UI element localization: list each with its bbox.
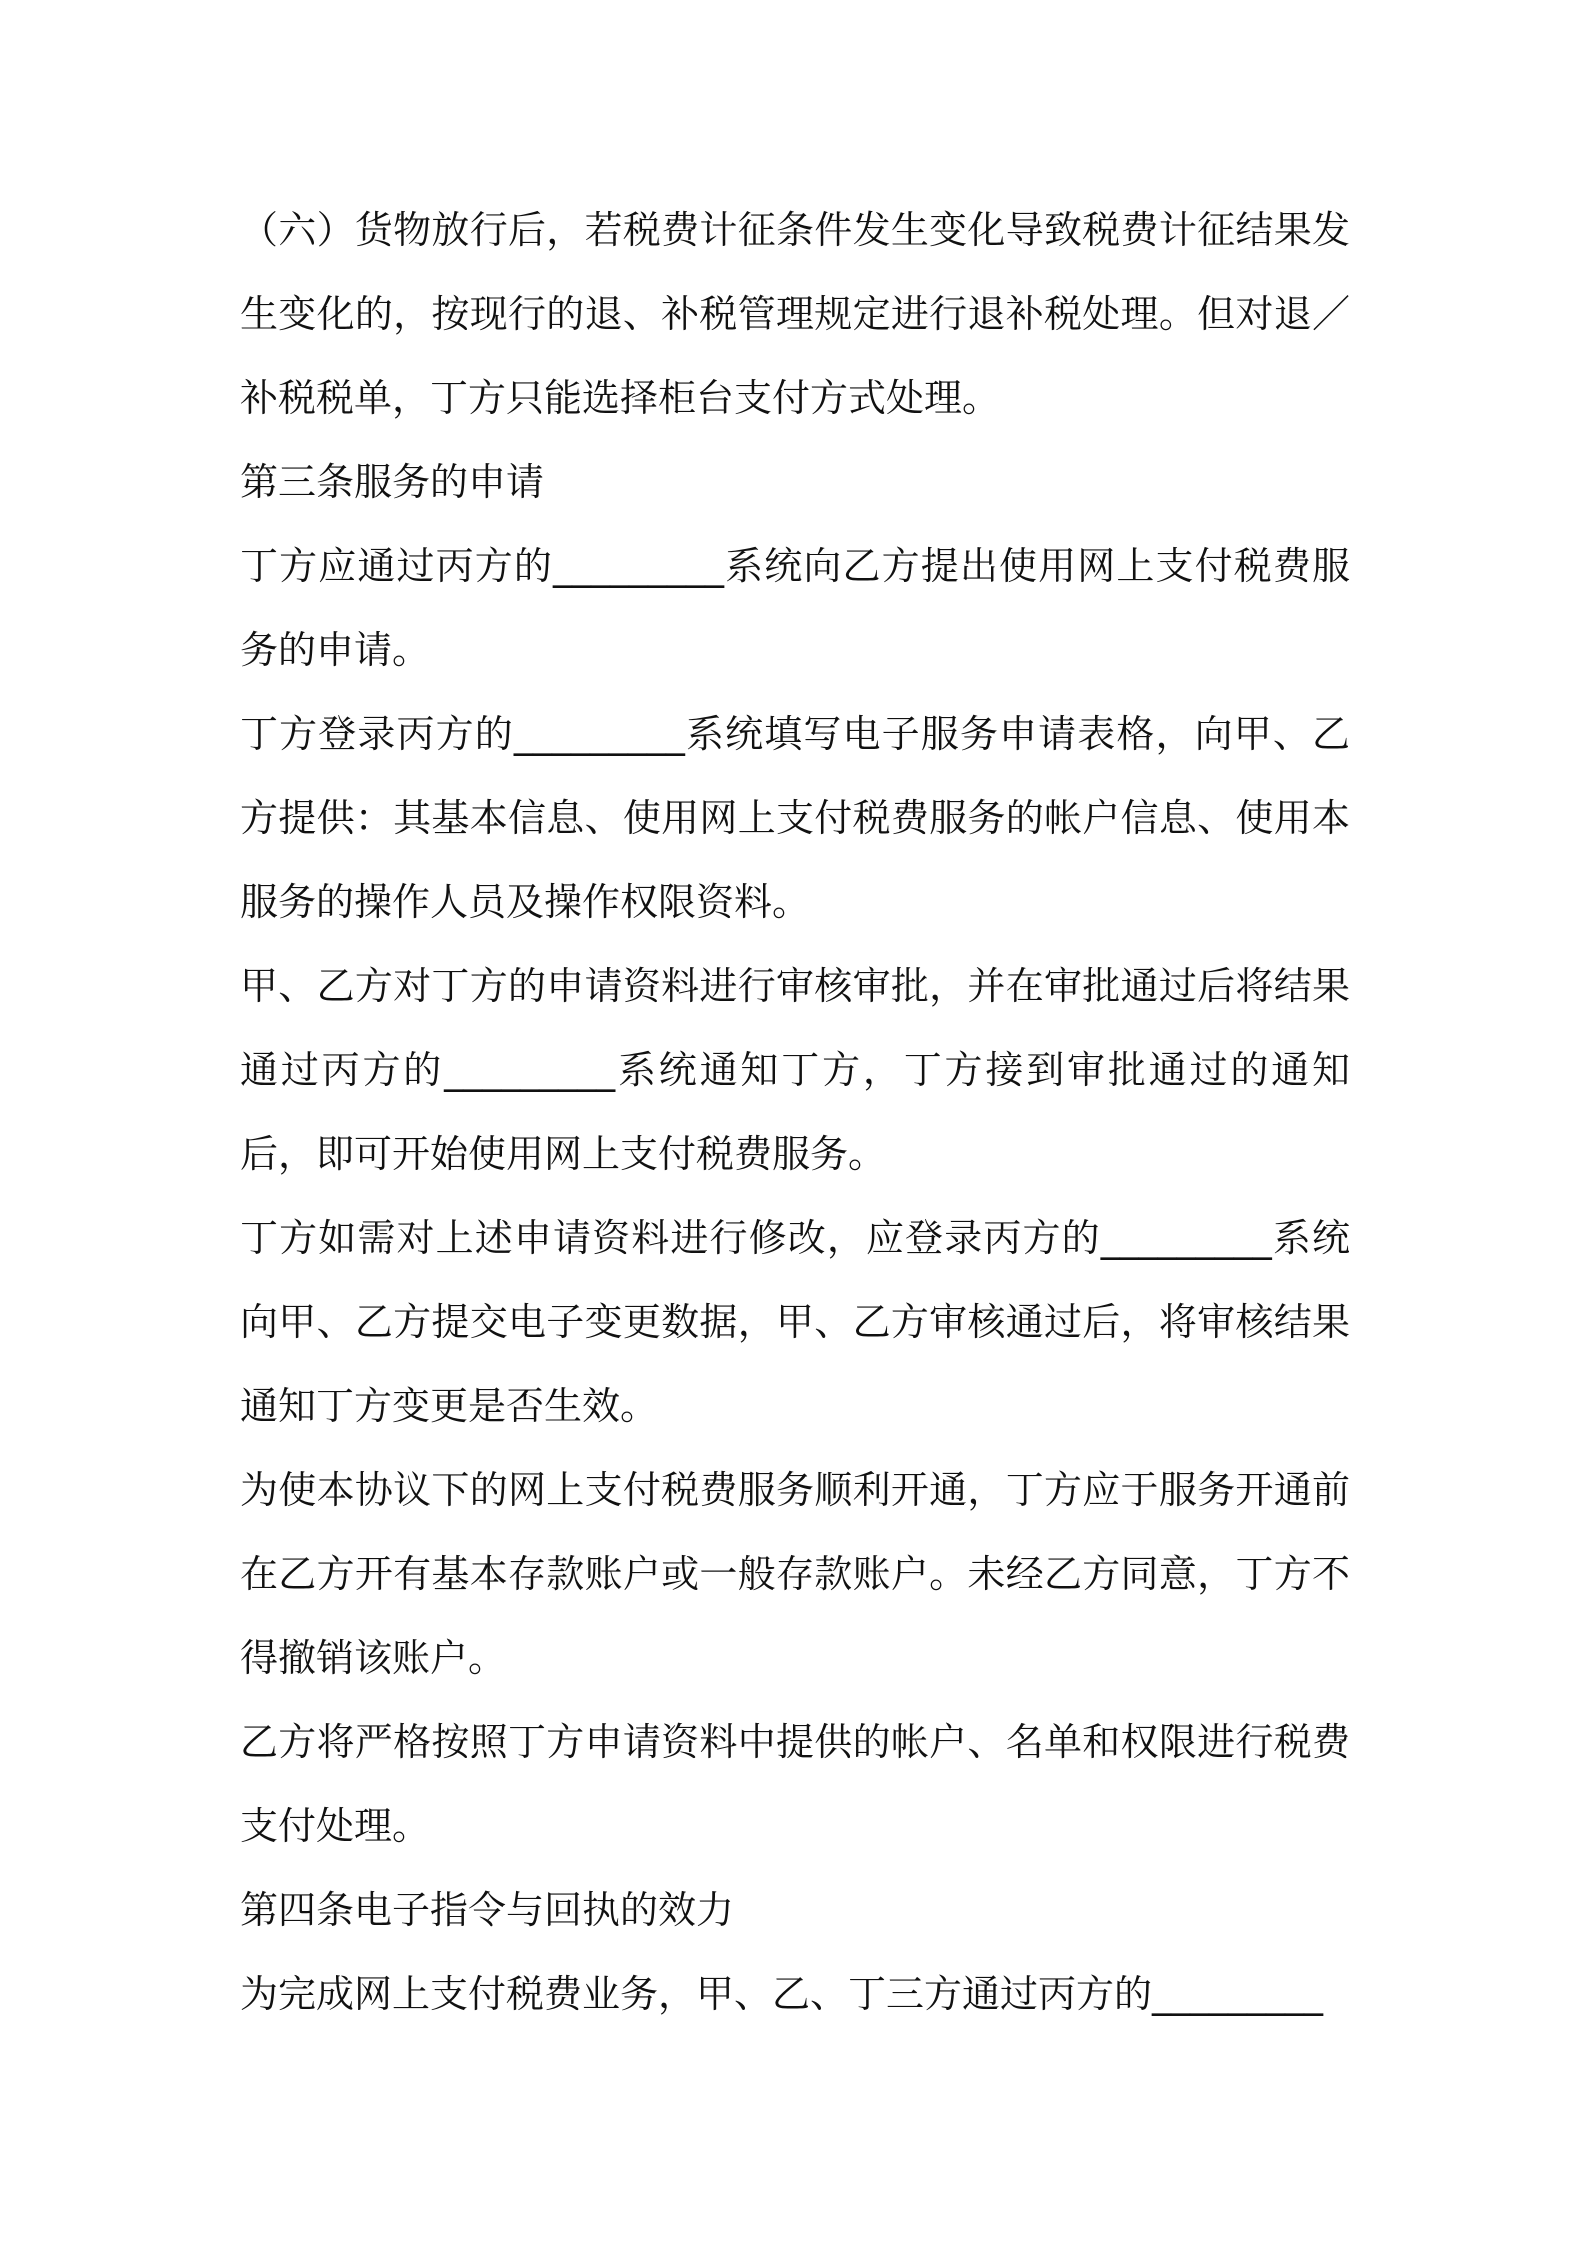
paragraph-modify-application: 丁方如需对上述申请资料进行修改，应登录丙方的_________系统向甲、乙方提交电子变更数据，甲、乙方审核通过后，将审核结果通知丁方变更是否生效。 xyxy=(240,1216,1350,1428)
heading-article-3: 第三条服务的申请 xyxy=(240,460,545,504)
paragraph-open-account: 为使本协议下的网上支付税费服务顺利开通，丁方应于服务开通前在乙方开有基本存款账户或一般存款账户。未经乙方同意，丁方不得撤销该账户。 xyxy=(240,1468,1350,1680)
document-body xyxy=(240,188,1350,2036)
paragraph-review-approval: 甲、乙方对丁方的申请资料进行审核审批，并在审批通过后将结果通过丙方的_________系统通知丁方，丁方接到审批通过的通知后，即可开始使用网上支付税费服务。 xyxy=(240,964,1350,1176)
paragraph-payment-processing: 乙方将严格按照丁方申请资料中提供的帐户、名单和权限进行税费支付处理。 xyxy=(240,1720,1350,1848)
paragraph-apply-service: 丁方应通过丙方的_________系统向乙方提出使用网上支付税费服务的申请。 xyxy=(240,544,1350,672)
paragraph-fill-application: 丁方登录丙方的_________系统填写电子服务申请表格，向甲、乙方提供：其基本信息、使用网上支付税费服务的帐户信息、使用本服务的操作人员及操作权限资料。 xyxy=(240,712,1350,924)
paragraph-tax-adjustment: （六）货物放行后，若税费计征条件发生变化导致税费计征结果发生变化的，按现行的退、补税管理规定进行退补税处理。但对退／补税税单，丁方只能选择柜台支付方式处理。 xyxy=(240,208,1350,420)
paragraph-electronic-instructions: 为完成网上支付税费业务，甲、乙、丁三方通过丙方的_________ xyxy=(240,1972,1324,2016)
heading-article-4: 第四条电子指令与回执的效力 xyxy=(240,1888,735,1932)
